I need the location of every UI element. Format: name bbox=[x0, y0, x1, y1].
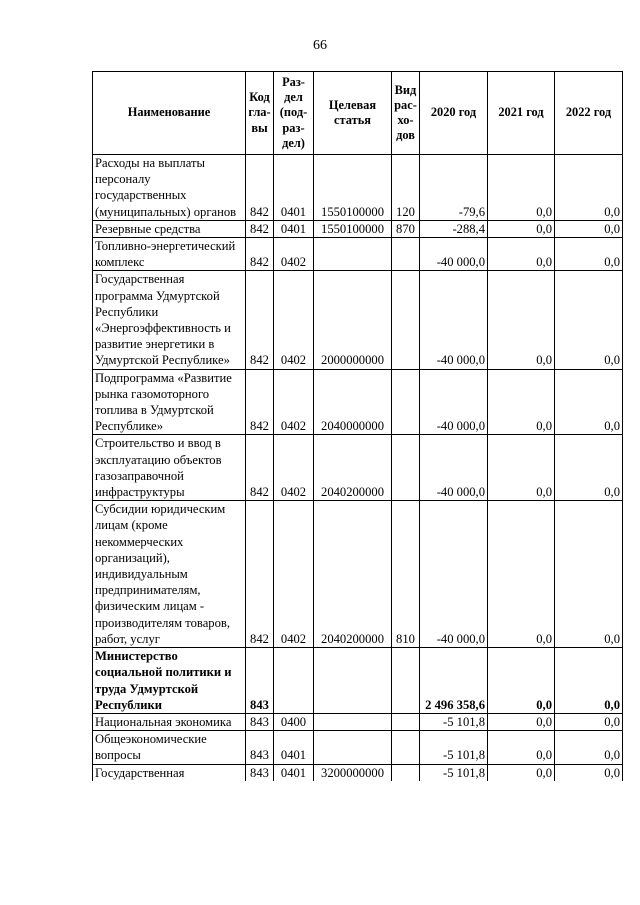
row-chapter-cell: 843 bbox=[246, 764, 274, 781]
row-2021-cell: 0,0 bbox=[488, 435, 555, 501]
row-chapter-cell: 843 bbox=[246, 713, 274, 730]
row-2022-cell: 0,0 bbox=[555, 648, 623, 714]
row-target-cell: 2000000000 bbox=[314, 271, 392, 369]
row-2021-cell: 0,0 bbox=[488, 369, 555, 435]
row-chapter-cell: 842 bbox=[246, 155, 274, 221]
table-row bbox=[93, 155, 623, 221]
row-chapter-cell: 842 bbox=[246, 238, 274, 271]
row-2022-cell: 0,0 bbox=[555, 220, 623, 237]
row-2020-cell: -40 000,0 bbox=[420, 238, 488, 271]
row-expense-type-cell: 810 bbox=[392, 501, 420, 648]
budget-table bbox=[92, 71, 623, 781]
header-year-2021: 2021 год bbox=[488, 72, 555, 155]
row-2020-cell: -5 101,8 bbox=[420, 764, 488, 781]
header-chapter-code: Код гла-вы bbox=[246, 72, 274, 155]
row-2020-cell: -40 000,0 bbox=[420, 435, 488, 501]
row-name-cell: Расходы на выплаты персоналу государственных (муниципальных) органов bbox=[93, 155, 246, 221]
row-chapter-cell: 842 bbox=[246, 501, 274, 648]
table-row bbox=[93, 713, 623, 730]
row-section-cell: 0401 bbox=[274, 155, 314, 221]
row-chapter-cell: 842 bbox=[246, 435, 274, 501]
row-2021-cell: 0,0 bbox=[488, 220, 555, 237]
row-name-cell: Государственная bbox=[93, 764, 246, 781]
row-name-cell: Строительство и ввод в эксплуатацию объектов газозаправочной инфраструктуры bbox=[93, 435, 246, 501]
row-2021-cell: 0,0 bbox=[488, 271, 555, 369]
row-2022-cell: 0,0 bbox=[555, 155, 623, 221]
table-row bbox=[93, 238, 623, 271]
row-2020-cell: -5 101,8 bbox=[420, 731, 488, 764]
row-2022-cell: 0,0 bbox=[555, 369, 623, 435]
row-chapter-cell: 843 bbox=[246, 731, 274, 764]
row-section-cell: 0402 bbox=[274, 501, 314, 648]
row-target-cell: 2040000000 bbox=[314, 369, 392, 435]
row-section-cell: 0402 bbox=[274, 238, 314, 271]
row-expense-type-cell bbox=[392, 731, 420, 764]
row-2022-cell: 0,0 bbox=[555, 271, 623, 369]
row-name-cell: Общеэкономические вопросы bbox=[93, 731, 246, 764]
row-2021-cell: 0,0 bbox=[488, 238, 555, 271]
row-2022-cell: 0,0 bbox=[555, 764, 623, 781]
row-target-cell: 2040200000 bbox=[314, 435, 392, 501]
row-expense-type-cell: 120 bbox=[392, 155, 420, 221]
row-section-cell: 0401 bbox=[274, 731, 314, 764]
header-section: Раз-дел (под-раз-дел) bbox=[274, 72, 314, 155]
row-expense-type-cell bbox=[392, 435, 420, 501]
row-section-cell: 0402 bbox=[274, 271, 314, 369]
row-name-cell: Подпрограмма «Развитие рынка газомоторного топлива в Удмуртской Республике» bbox=[93, 369, 246, 435]
row-target-cell: 3200000000 bbox=[314, 764, 392, 781]
row-2021-cell: 0,0 bbox=[488, 764, 555, 781]
row-target-cell: 1550100000 bbox=[314, 220, 392, 237]
row-expense-type-cell bbox=[392, 713, 420, 730]
header-row bbox=[93, 72, 623, 155]
header-name: Наименование bbox=[93, 72, 246, 155]
row-2020-cell: -40 000,0 bbox=[420, 271, 488, 369]
row-2022-cell: 0,0 bbox=[555, 238, 623, 271]
row-name-cell: Министерство социальной политики и труда Удмуртской Республики bbox=[93, 648, 246, 714]
table-row bbox=[93, 435, 623, 501]
table-row bbox=[93, 220, 623, 237]
row-expense-type-cell bbox=[392, 648, 420, 714]
row-2020-cell: -40 000,0 bbox=[420, 369, 488, 435]
row-2021-cell: 0,0 bbox=[488, 648, 555, 714]
row-name-cell: Государственная программа Удмуртской Республики «Энергоэффективность и развитие энергетики в Удмуртской Республике» bbox=[93, 271, 246, 369]
row-name-cell: Топливно-энергетический комплекс bbox=[93, 238, 246, 271]
row-2020-cell: -40 000,0 bbox=[420, 501, 488, 648]
row-2022-cell: 0,0 bbox=[555, 435, 623, 501]
row-2020-cell: 2 496 358,6 bbox=[420, 648, 488, 714]
header-target-article: Целевая статья bbox=[314, 72, 392, 155]
row-section-cell: 0400 bbox=[274, 713, 314, 730]
row-2022-cell: 0,0 bbox=[555, 501, 623, 648]
row-name-cell: Резервные средства bbox=[93, 220, 246, 237]
row-expense-type-cell bbox=[392, 369, 420, 435]
row-section-cell bbox=[274, 648, 314, 714]
row-2021-cell: 0,0 bbox=[488, 731, 555, 764]
row-chapter-cell: 842 bbox=[246, 220, 274, 237]
row-section-cell: 0402 bbox=[274, 369, 314, 435]
row-2021-cell: 0,0 bbox=[488, 501, 555, 648]
table-row bbox=[93, 731, 623, 764]
row-expense-type-cell: 870 bbox=[392, 220, 420, 237]
row-target-cell bbox=[314, 648, 392, 714]
row-2022-cell: 0,0 bbox=[555, 713, 623, 730]
table-row bbox=[93, 648, 623, 714]
page-number: 66 bbox=[313, 38, 327, 53]
row-target-cell bbox=[314, 713, 392, 730]
row-section-cell: 0401 bbox=[274, 220, 314, 237]
header-year-2020: 2020 год bbox=[420, 72, 488, 155]
row-name-cell: Субсидии юридическим лицам (кроме некоммерческих организаций), индивидуальным предпринимателям, физическим лицам - производителям товаров, работ, услуг bbox=[93, 501, 246, 648]
row-2021-cell: 0,0 bbox=[488, 713, 555, 730]
row-2020-cell: -5 101,8 bbox=[420, 713, 488, 730]
table-row bbox=[93, 271, 623, 369]
row-name-cell: Национальная экономика bbox=[93, 713, 246, 730]
table-body bbox=[93, 155, 623, 781]
row-expense-type-cell bbox=[392, 764, 420, 781]
row-target-cell: 2040200000 bbox=[314, 501, 392, 648]
row-chapter-cell: 843 bbox=[246, 648, 274, 714]
row-2020-cell: -79,6 bbox=[420, 155, 488, 221]
table-row bbox=[93, 764, 623, 781]
row-chapter-cell: 842 bbox=[246, 369, 274, 435]
row-2020-cell: -288,4 bbox=[420, 220, 488, 237]
table-row bbox=[93, 369, 623, 435]
row-2022-cell: 0,0 bbox=[555, 731, 623, 764]
row-target-cell: 1550100000 bbox=[314, 155, 392, 221]
row-expense-type-cell bbox=[392, 271, 420, 369]
table-row bbox=[93, 501, 623, 648]
header-year-2022: 2022 год bbox=[555, 72, 623, 155]
row-expense-type-cell bbox=[392, 238, 420, 271]
row-target-cell bbox=[314, 238, 392, 271]
row-section-cell: 0401 bbox=[274, 764, 314, 781]
row-chapter-cell: 842 bbox=[246, 271, 274, 369]
row-2021-cell: 0,0 bbox=[488, 155, 555, 221]
row-section-cell: 0402 bbox=[274, 435, 314, 501]
header-expense-type: Вид рас-хо-дов bbox=[392, 72, 420, 155]
row-target-cell bbox=[314, 731, 392, 764]
